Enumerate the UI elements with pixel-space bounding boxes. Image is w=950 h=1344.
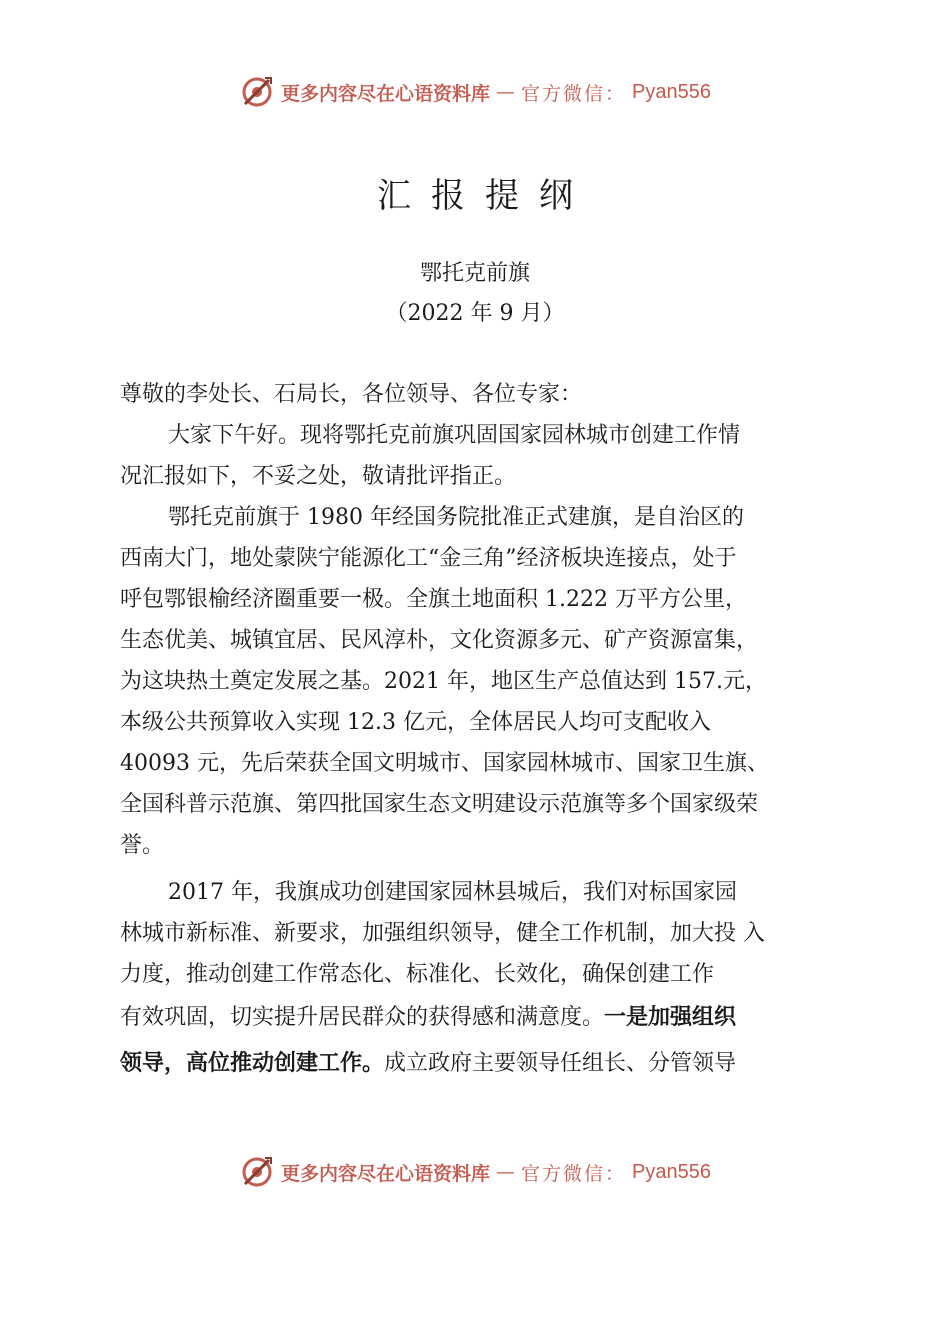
document-date: （2022 年 9 月） <box>385 301 565 326</box>
text-line: 西南大门，地处蒙陕宁能源化工“金三角”经济板块连接点，处于 <box>120 546 737 571</box>
text-line: 为这块热土奠定发展之基。2021 年，地区生产总值达到 157.元， <box>120 669 767 694</box>
banner-wechat-id: Pyan556 <box>632 1160 711 1183</box>
banner-official-text: 官方微信： <box>521 1162 627 1185</box>
banner-library-text: 更多内容尽在心语资料库 <box>281 82 491 105</box>
text-line: 力度，推动创建工作常态化、标准化、长效化，确保创建工作 <box>120 962 715 987</box>
bold-heading-part-2: 领导，高位推动创建工作。 <box>120 1051 385 1076</box>
text-line: 大家下午好。现将鄂托克前旗巩固国家园林城市创建工作情 <box>168 423 741 448</box>
text-segment: 成立政府主要领导任组长、分管领导 <box>384 1051 737 1076</box>
text-line: 誉。 <box>120 833 165 858</box>
text-line: 本级公共预算收入实现 12.3 亿元，全体居民人均可支配收入 <box>120 710 711 735</box>
text-line: 鄂托克前旗于 1980 年经国务院批准正式建旗，是自治区的 <box>168 505 744 530</box>
document-body <box>120 374 836 1087</box>
text-line: 况汇报如下，不妥之处，敬请批评指正。 <box>120 464 517 489</box>
header-banner <box>0 72 950 112</box>
text-line: 40093 元，先后荣获全国文明城市、国家园林城市、国家卫生旗、 <box>120 751 769 776</box>
text-line: 生态优美、城镇宜居、民风淳朴，文化资源多元、矿产资源富集， <box>120 628 759 653</box>
text-line: 2017 年，我旗成功创建国家园林县城后，我们对标国家园 <box>168 880 737 905</box>
banner-official-text: 官方微信： <box>521 82 627 105</box>
logo-icon <box>239 74 275 110</box>
banner-library-text: 更多内容尽在心语资料库 <box>281 1162 491 1185</box>
text-line: 呼包鄂银榆经济圈重要一极。全旗土地面积 1.222 万平方公里， <box>120 587 747 612</box>
paragraph-intro <box>120 415 836 497</box>
footer-banner <box>0 1152 950 1192</box>
greeting: 尊敬的李处长、石局长，各位领导、各位专家： <box>120 382 583 407</box>
text-line <box>120 995 836 1041</box>
text-line: 林城市新标准、新要求，加强组织领导，健全工作机制，加大投 入 <box>120 921 765 946</box>
bold-heading-part-1: 一是加强组织 <box>604 1005 737 1030</box>
document-organization: 鄂托克前旗 <box>419 261 530 286</box>
document-title: 汇报提纲 <box>377 176 593 216</box>
logo-icon <box>239 1154 275 1190</box>
text-line <box>120 1041 836 1087</box>
banner-wechat-id: Pyan556 <box>632 80 711 103</box>
text-segment: 有效巩固，切实提升居民群众的获得感和满意度。 <box>120 1005 605 1030</box>
paragraph-work <box>120 872 836 1087</box>
banner-dash: — <box>496 1161 516 1183</box>
banner-dash: — <box>496 81 516 103</box>
paragraph-overview <box>120 497 836 866</box>
text-line: 全国科普示范旗、第四批国家生态文明建设示范旗等多个国家级荣 <box>120 792 759 817</box>
